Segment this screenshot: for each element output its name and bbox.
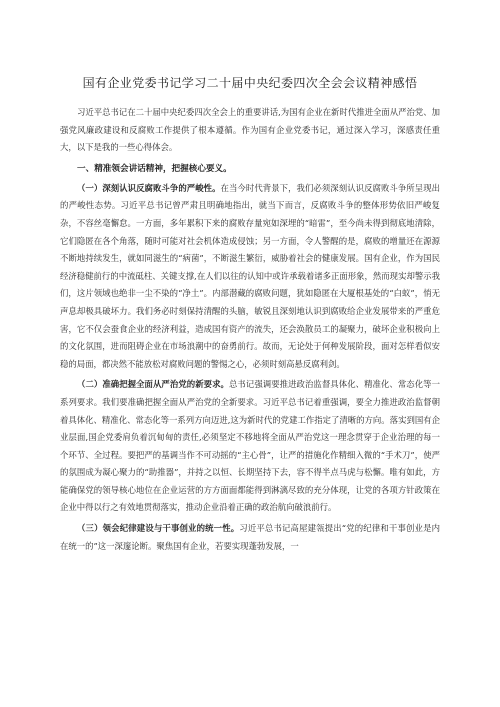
point-lead-2: （二）准确把握全面从严治党的新要求。 [77,379,229,390]
point-paragraph-1 [60,180,440,374]
point-text-2: 总书记强调要推进政治监督具体化、精准化、常态化等一系列要求。我们要准确把握全面从严治党的全新要求。习近平总书记着重强调，要全力推进政治监督朝着具体化、精准化、常态化等一系列方向迈进,这为新时代的党建工作指定了清晰的方向。落实到国有企业层面,国企党委肩负着沉甸甸的责任,必须坚定不移地将全面从严治党这一理念贯穿于企业治理的每一个环节、全过程。要把严的基调当作不可动摇的“主心骨”，让严的措施化作精细入微的“手术刀”，使严的氛围成为凝心聚力的“助推器”，并持之以恒、长期坚持下去，容不得半点马虎与松懈。唯有如此，方能确保党的领导核心地位在企业运营的方方面面都能得到淋漓尽致的充分体现，让党的各项方针政策在企业中得以行之有效地贯彻落实，推动企业沿着正确的政治航向破浪前行。 [60,379,441,513]
document-title: 国有企业党委书记学习二十届中央纪委四次全会会议精神感悟 [82,76,418,90]
point-lead-3: （三）领会纪律建设与干事创业的统一性。 [77,523,240,534]
point-paragraph-2 [60,376,440,517]
intro-paragraph: 习近平总书记在二十届中央纪委四次全会上的重要讲话,为国有企业在新时代推进全面从严治党、加强党风廉政建设和反腐败工作提供了根本遵循。作为国有企业党委书记，通过深入学习，深感责任重大，以下是我的一些心得体会。 [60,107,440,153]
point-lead-1: （一）深刻认识反腐败斗争的严峻性。 [77,182,221,193]
point-paragraph-3 [60,520,440,555]
point-text-3: 习近平总书记高屋建瓴提出“党的纪律和干事创业是内在统一的”这一深邃论断。聚焦国有企业，若要实现蓬勃发展，一 [60,523,441,551]
document-body [60,104,440,555]
point-text-1: 在当今时代背景下，我们必须深刻认识反腐败斗争所呈现出的严峻性态势。习近平总书记曾严肃且明确地指出，就当下而言，反腐败斗争的整体形势依旧严峻复杂，不容丝毫懈怠。一方面，多年累积下来的腐败存量宛如深埋的“暗雷”，至今尚未得到彻底地清除，它们隐匿在各个角落，随时可能对社会机体造成侵蚀；另一方面，令人警醒的是，腐败的增量还在源源不断地持续发生，就如同滋生的“病菌”，不断滋生繁衍，威胁着社会的健康发展。国有企业，作为国民经济稳健前行的中流砥柱、关键支撑,在人们以往的认知中或许承载着诸多正面形象，然而现实却警示我们，这片领域也绝非一尘不染的“净土”。内部潜藏的腐败问题，犹如隐匿在大厦根基处的“白蚁”，悄无声息却极具破坏力。我们务必时刻保持清醒的头脑，敏锐且深刻地认识到腐败给企业发展带来的严重危害，它不仅会蚕食企业的经济利益，造成国有资产的流失，还会涣散员工的凝聚力，破坏企业积极向上的文化氛围，进而阻碍企业在市场浪潮中的奋勇前行。故而，无论处于何种发展阶段，面对怎样看似安稳的局面，都决然不能放松对腐败问题的警惕之心，必须时刻高悬反腐利剑。 [60,182,441,369]
section-heading: 一、精准领会讲话精神，把握核心要义。 [77,163,232,174]
